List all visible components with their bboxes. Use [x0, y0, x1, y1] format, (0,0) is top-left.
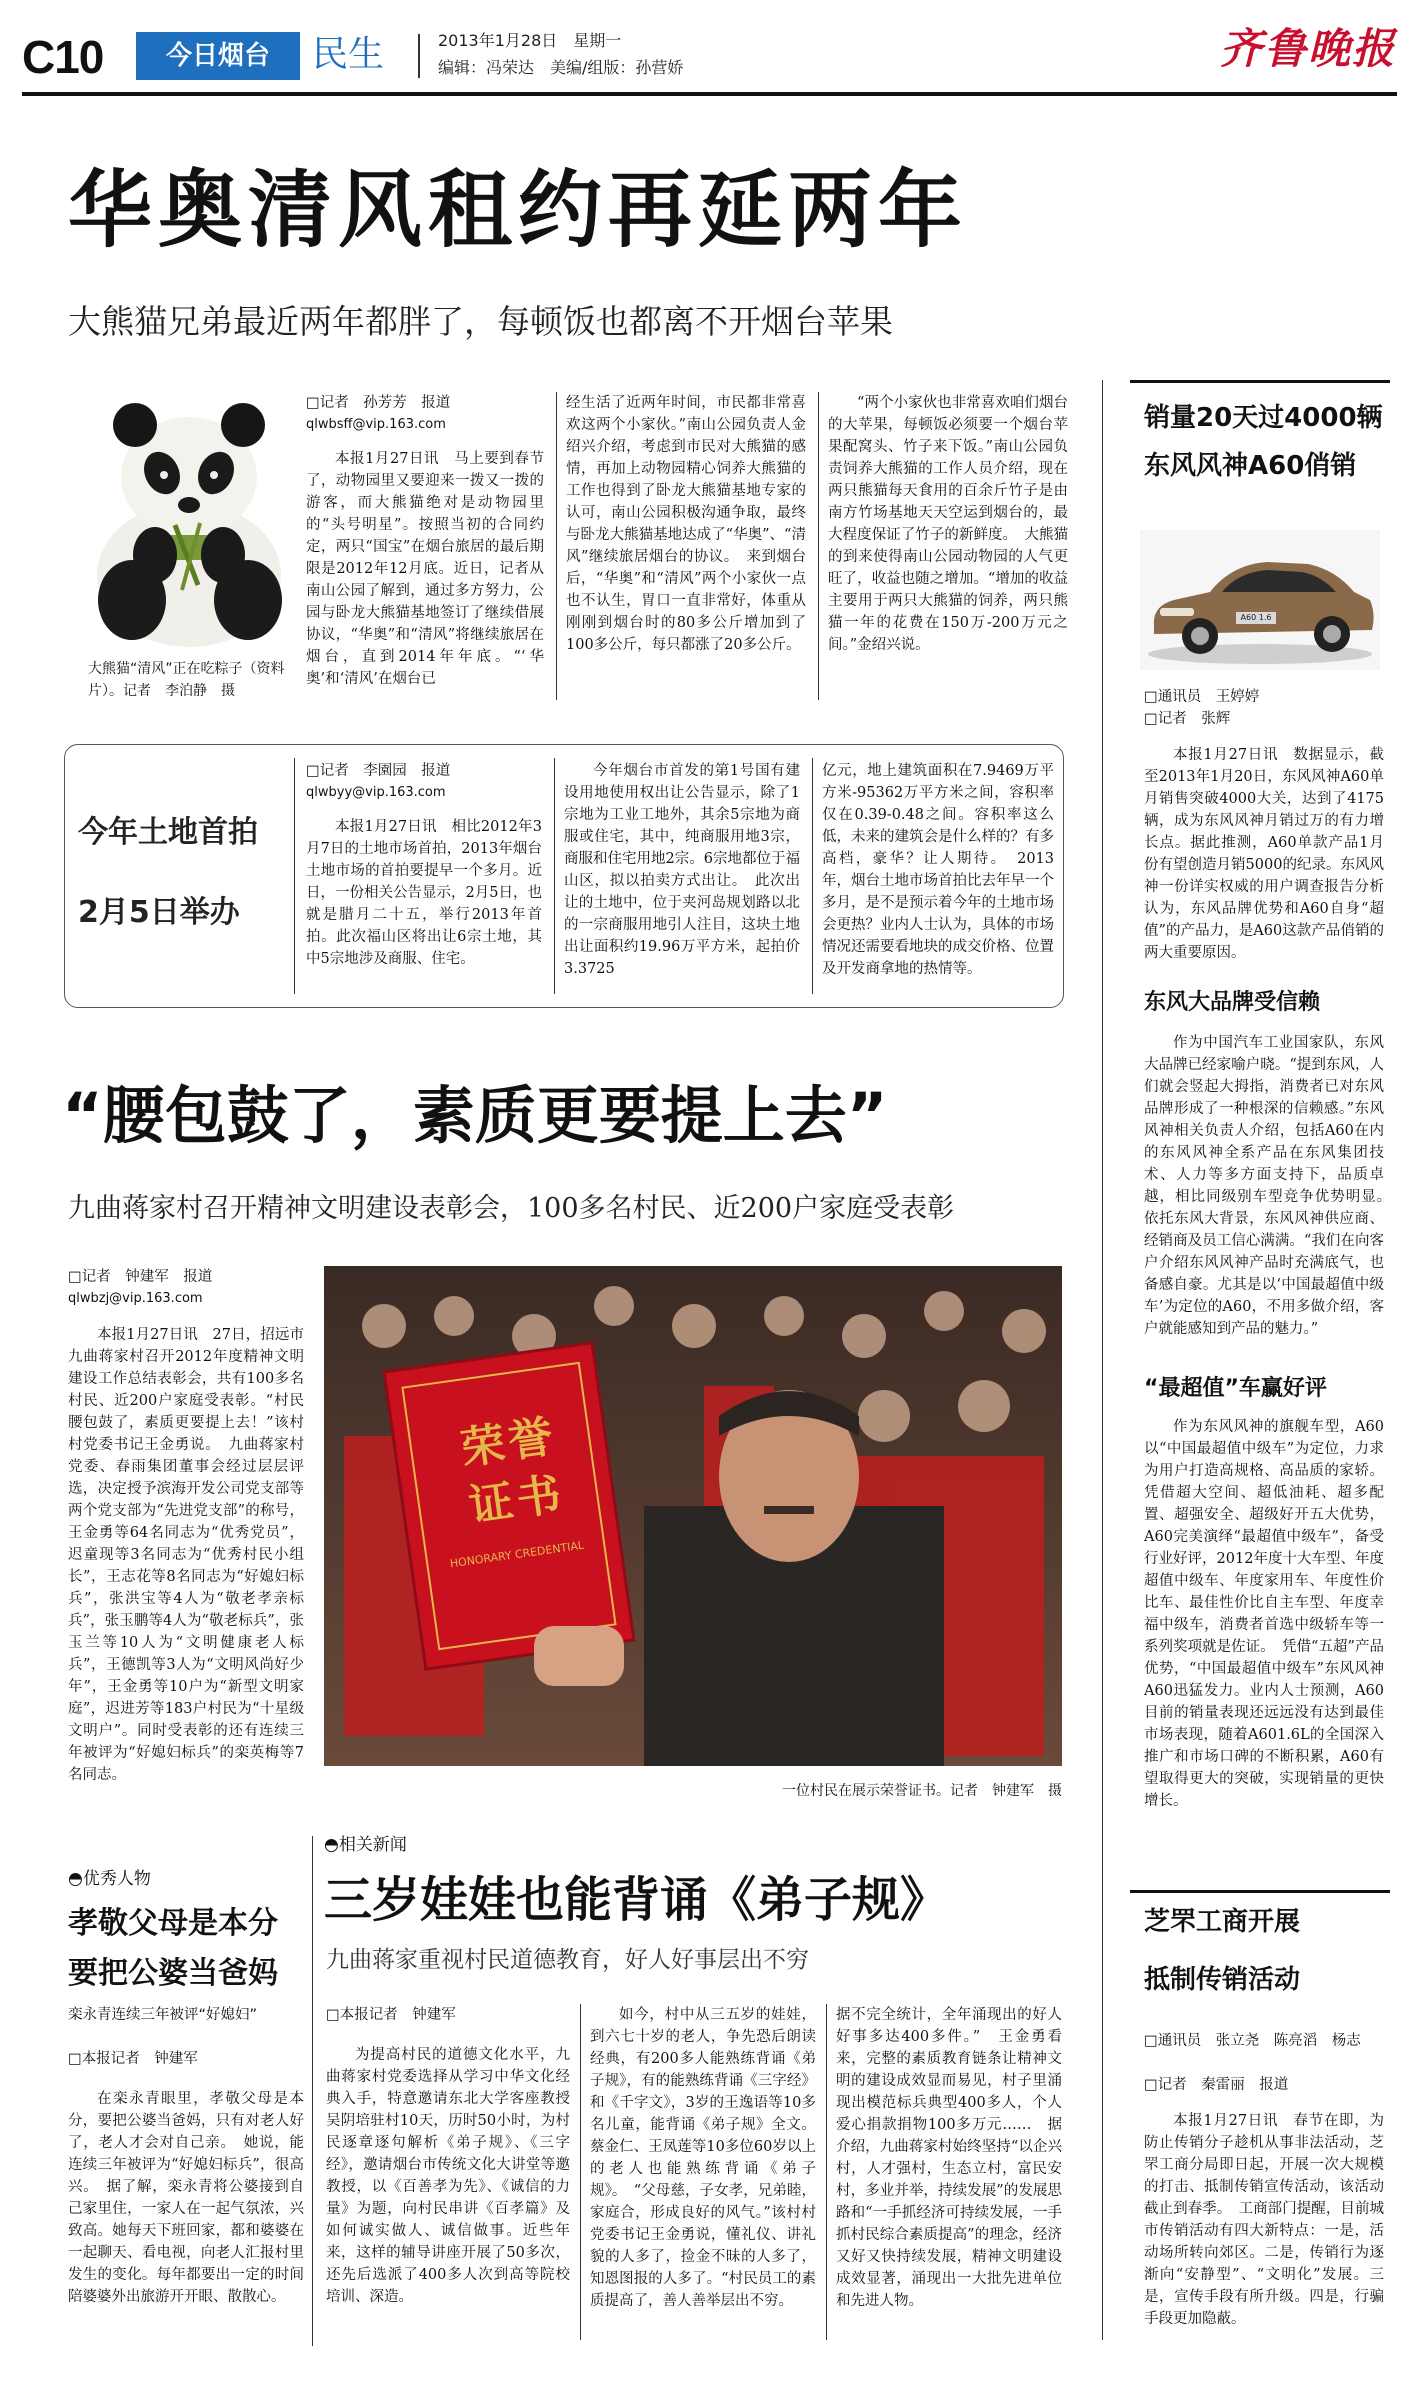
masthead-divider: [418, 34, 420, 78]
right1-sub-2: “最超值”车赢好评: [1144, 1376, 1327, 1401]
land-box-divider-1: [554, 758, 555, 994]
story4-subhead: 九曲蒋家重视村民道德教育，好人好事层出不穷: [326, 1947, 809, 1973]
story1-col1: 本报1月27日讯 马上要到春节了，动物园里又要迎来一拨又一拨的游客，而大熊猫绝对是动物园里的“头号明星”。按照当初的合同约定，两只“国宝”在烟台旅居的最后期限是2012年12月底。近日，记者从南山公园了解到，通过多方努力，公园与卧龙大熊猫基地签订了继续借展协议，“华奥”和“清风”将继续旅居在烟台，直到2014年年底。“‘华奥’和‘清风’在烟台已: [306, 451, 544, 687]
right1-headline-2: 东风风神A60俏销: [1144, 451, 1357, 481]
paper-logo: 齐鲁晚报: [1220, 24, 1397, 73]
masthead: [0, 0, 1417, 96]
story4-headline: 三岁娃娃也能背诵《弟子规》: [324, 1872, 949, 1928]
right1-headline-1: 销量20天过4000辆: [1144, 403, 1383, 433]
right1-text3: 作为东风风神的旗舰车型，A60以“中国最超值中级车”为定位，力求为用户打造高规格、高品质的家轿。凭借超大空间、超低油耗、超多配置、超强安全、超级好开五大优势，A60完美演绎“最超值中级车”，备受行业好评，2012年度十大车型、年度超值中级车、年度家用车、年度性价比车、最佳性价比自主车型、年度幸福中级车，消费者首选中级轿车等一系列奖项就是佐证。 凭借“五超”产品优势，“中国最超值中级车”东风风神A60迅猛发力。业内人士预测，A60目前的销量表现还远远没有达到最佳市场表现，随着A601.6L的全国深入推广和市场口碑的不断积累，A60有望取得更大的突破，实现销量的更快增长。: [1144, 1419, 1384, 1809]
story4-col-divider-1: [580, 2004, 581, 2340]
section-sub: 民生: [312, 34, 385, 75]
villager-photo: [324, 1266, 1062, 1766]
right2-headline-1: 芝罘工商开展: [1144, 1907, 1301, 1937]
certificate-subtitle: HONORARY CREDENTIAL: [449, 1538, 585, 1571]
panda-photo: [80, 385, 298, 647]
right-mid-rule: [1130, 1890, 1390, 1893]
section-box: 今日烟台: [136, 32, 300, 80]
right-column-divider: [1102, 380, 1103, 2340]
land-box-divider-0: [294, 758, 295, 994]
right2-text: 本报1月27日讯 春节在即，为防止传销分子趁机从事非法活动，芝罘工商分局即日起，开展一次大规模的打击、抵制传销宣传活动，该活动截止到春季。 工商部门提醒，目前城市传销活动有四大新特点：一是，活动场所转向郊区。二是，传销行为逐渐向“安静型”、“文明化”发展。三是，宣传手段有所升级。四是，行骗手段更加隐蔽。: [1144, 2113, 1384, 2327]
story4-col3: 据不完全统计，全年涌现出的好人好事多达400多件。” 王金勇看来，完整的素质教育链条让精神文明的建设成效显而易见，村子里涌现出模范标兵典型400多人，个人爱心捐款捐物100多万元…… 据介绍，九曲蒋家村始终坚持“以企兴村，人才强村，生态立村，富民安村，多业并举，持续发展”的发展思路和“一手抓经济可持续发展，一手抓村民综合素质提高”的理念，经济又好又快持续发展，精神文明建设成效显著，涌现出一大批先进单位和先进人物。: [836, 2007, 1062, 2309]
story2-byline: □记者 钟建军 报道: [68, 1269, 213, 1285]
land-col2: 今年烟台市首发的第1号国有建设用地使用权出让公告显示，除了1宗地为工业工地外，其余5宗地为商服或住宅，其中，纯商服用地3宗，商服和住宅用地2宗。6宗地都位于福山区，拟以拍卖方式出让。 此次出让的土地中，位于夹河岛规划路以北的一宗商服用地引人注目，这块土地出让面积约19.96万平方米，起拍价3.3725: [564, 763, 800, 977]
story4-col1: 为提高村民的道德文化水平，九曲蒋家村党委选择从学习中华文化经典入手，特意邀请东北大学客座教授吴阴培驻村10天，历时50小时，为村民逐章逐句解析《弟子规》、《三字经》，邀请烟台市传统文化大讲堂等邀教授，以《百善孝为先》、《诚信的力量》为题，向村民串讲《百孝篇》及如何诚实做人、诚信做事。近些年来，这样的辅导讲座开展了50多次，还先后选派了400多人次到高等院校培训、深造。: [326, 2047, 570, 2305]
right1-byline-1: □通讯员 王婷婷: [1144, 689, 1260, 705]
story3-headline-2: 要把公婆当爸妈: [68, 1956, 278, 1991]
story4-col-divider-2: [826, 2004, 827, 2340]
car-plate: A60 1.6: [1240, 613, 1272, 622]
right1-sub-1: 东风大品牌受信赖: [1144, 990, 1321, 1015]
land-col3: 亿元，地上建筑面积在7.9469万平方米-95362万平方米之间，容积率仅在0.39-0.48之间。容积率这么低，未来的建筑会是什么样的？有多高档，豪华？让人期待。 2013年，烟台土地市场首拍比去年早一个多月，是不是预示着今年的土地市场会更热？业内人士认为，具体的市场情况还需要看地块的成交价格、位置及开发商拿地的热情等。: [822, 763, 1054, 977]
issue-date: 2013年1月28日 星期一: [438, 31, 622, 50]
story1-col3: “两个小家伙也非常喜欢咱们烟台的大苹果，每顿饭必须要一个烟台苹果配窝头、竹子来下饭。”南山公园负责饲养大熊猫的工作人员介绍，现在两只熊猫每天食用的百余斤竹子是由南方竹场基地天天空运到烟台的，最大程度保证了竹子的新鲜度。 大熊猫的到来使得南山公园动物园的人气更旺了，收益也随之增加。“增加的收益主要用于两只大熊猫的饲养，两只熊猫一年的花费在150万-200万元之间。”金绍兴说。: [828, 395, 1068, 653]
story3-kicker: ◓优秀人物: [68, 1869, 151, 1889]
story1-email: qlwbsff@vip.163.com: [306, 417, 446, 432]
story4-kicker: ◓相关新闻: [324, 1835, 407, 1855]
right2-byline-1: □通讯员 张立尧 陈亮滔 杨志: [1144, 2033, 1361, 2049]
story2-email: qlwbzj@vip.163.com: [68, 1291, 203, 1306]
land-email: qlwbyy@vip.163.com: [306, 785, 446, 800]
story2-subhead: 九曲蒋家村召开精神文明建设表彰会，100多名村民、近200户家庭受表彰: [68, 1193, 955, 1224]
masthead-rule: [22, 92, 1397, 96]
lower-col-divider: [312, 1836, 313, 2346]
certificate-title: 荣誉证书: [457, 1410, 569, 1533]
story3-headline-1: 孝敬父母是本分: [68, 1906, 278, 1941]
story1-subhead: 大熊猫兄弟最近两年都胖了，每顿饭也都离不开烟台苹果: [68, 302, 893, 341]
story1-byline: □记者 孙芳芳 报道: [306, 395, 451, 411]
story4-col2: 如今，村中从三五岁的娃娃，到六七十岁的老人，争先恐后朗读经典，有200多人能熟练背诵《弟子规》，有的能熟练背诵《三字经》和《千字文》，3岁的王逸语等10多名儿童，能背诵《弟子规》全文。蔡金仁、王凤莲等10多位60岁以上的老人也能熟练背诵《弟子规》。 “父母慈，子女孝，兄弟睦，家庭合，形成良好的风气。”该村村党委书记王金勇说，懂礼仪、讲礼貌的人多了，捡金不昧的人多了，知恩图报的人多了。“村民员工的素质提高了，善人善举层出不穷。: [590, 2007, 816, 2309]
land-col1: 本报1月27日讯 相比2012年3月7日的土地市场首拍，2013年烟台土地市场的首拍要提早一个多月。近日，一份相关公告显示，2月5日，也就是腊月二十五，举行2013年首拍。此次福山区将出让6宗土地，其中5宗地涉及商服、住宅。: [306, 819, 542, 967]
villager-photo-caption: 一位村民在展示荣誉证书。记者 钟建军 摄: [782, 1783, 1062, 1799]
right1-byline-2: □记者 张辉: [1144, 711, 1231, 727]
story3-byline: □本报记者 钟建军: [68, 2051, 198, 2067]
story3-text: 在栾永青眼里，孝敬父母是本分，要把公婆当爸妈，只有对老人好了，老人才会对自己亲。 她说，能连续三年被评为“好媳妇标兵”，很高兴。 据了解，栾永青将公婆接到自己家里住，一家人在一起气氛浓，兴致高。她每天下班回家，都和婆婆在一起聊天、看电视，向老人汇报村里发生的变化。每年都要出一定的时间陪婆婆外出旅游开开眼、散散心。: [68, 2091, 304, 2305]
land-box-title-1: 今年土地首拍: [78, 815, 258, 850]
editors-line: 编辑：冯荣达 美编/组版：孙营娇: [438, 58, 684, 77]
story2-headline: “腰包鼓了，素质更要提上去”: [62, 1079, 888, 1152]
story1-col2: 经生活了近两年时间，市民都非常喜欢这两个小家伙。”南山公园负责人金绍兴介绍，考虑到市民对大熊猫的感情，再加上动物园精心饲养大熊猫的工作也得到了卧龙大熊猫基地专家的认可，南山公园积极沟通争取，最终与卧龙大熊猫基地达成了“华奥”、“清风”继续旅居烟台的协议。 来到烟台后，“华奥”和“清风”两个小家伙一点也不认生，胃口一直非常好，体重从刚刚到烟台时的80多公斤增加到了100多公斤，每只都涨了20多公斤。: [566, 395, 806, 653]
right-top-rule: [1130, 380, 1390, 383]
panda-photo-caption: 大熊猫“清风”正在吃粽子（资料片）。记者 李泊静 摄: [88, 661, 285, 699]
story1-col-divider-1: [556, 392, 557, 700]
right2-byline-2: □记者 秦雷丽 报道: [1144, 2077, 1289, 2093]
land-box-divider-2: [812, 758, 813, 994]
page-number: C10: [22, 31, 104, 83]
story2-text: 本报1月27日讯 27日，招远市九曲蒋家村召开2012年度精神文明建设工作总结表彰会，共有100多名村民、近200户家庭受表彰。“村民腰包鼓了，素质更要提上去！”该村村党委书记王金勇说。 九曲蒋家村党委、春雨集团董事会经过层层评选，决定授予滨海开发公司党支部等两个党支部为“先进党支部”的称号，王金勇等64名同志为“优秀党员”，迟童现等3名同志为“优秀村民小组长”，王志花等8名同志为“好媳妇标兵”，张洪宝等4人为“敬老孝亲标兵”，张玉鹏等4人为“敬老标兵”，张玉兰等10人为“文明健康老人标兵”，王德凯等3人为“文明风尚好少年”，王金勇等10户为“新型文明家庭”，迟进芳等183户村民为“十星级文明户”。同时受表彰的还有连续三年被评为“好媳妇标兵”的栾英梅等7名同志。: [68, 1327, 304, 1783]
story4-byline: □本报记者 钟建军: [326, 2007, 456, 2023]
land-box-title-2: 2月5日举办: [78, 895, 240, 930]
right2-headline-2: 抵制传销活动: [1144, 1965, 1301, 1995]
right1-text: 本报1月27日讯 数据显示，截至2013年1月20日，东风风神A60单月销售突破4000大关，达到了4175辆，成为东风风神月销过万的有力增长点。据此推测，A60单款产品1月份有望创造月销5000的纪录。东风风神一份详实权威的用户调查报告分析认为，东风品牌优势和A60自身“超值”的产品力，是A60这款产品俏销的两大重要原因。: [1144, 747, 1384, 961]
story1-col-divider-2: [818, 392, 819, 700]
story1-headline: 华奥清风租约再延两年: [68, 161, 969, 259]
story3-subhead: 栾永青连续三年被评“好媳妇”: [68, 2007, 258, 2023]
right1-text2: 作为中国汽车工业国家队，东风大品牌已经家喻户晓。“提到东风，人们就会竖起大拇指，消费者已对东风品牌形成了一种根深的信赖感。”东风风神相关负责人介绍，包括A60在内的东风风神全系产品在东风集团技术、人力等多方面支持下，品质卓越，相比同级别车型竞争优势明显。 依托东风大背景，东风风神供应商、经销商及员工信心满满。“我们在向客户介绍东风风神产品时充满底气，也备感自豪。尤其是以‘中国最超值中级车’为定位的A60，不用多做介绍，客户就能感知到产品的魅力。”: [1144, 1035, 1399, 1337]
car-photo: [1140, 530, 1380, 670]
land-byline: □记者 李園园 报道: [306, 763, 451, 779]
